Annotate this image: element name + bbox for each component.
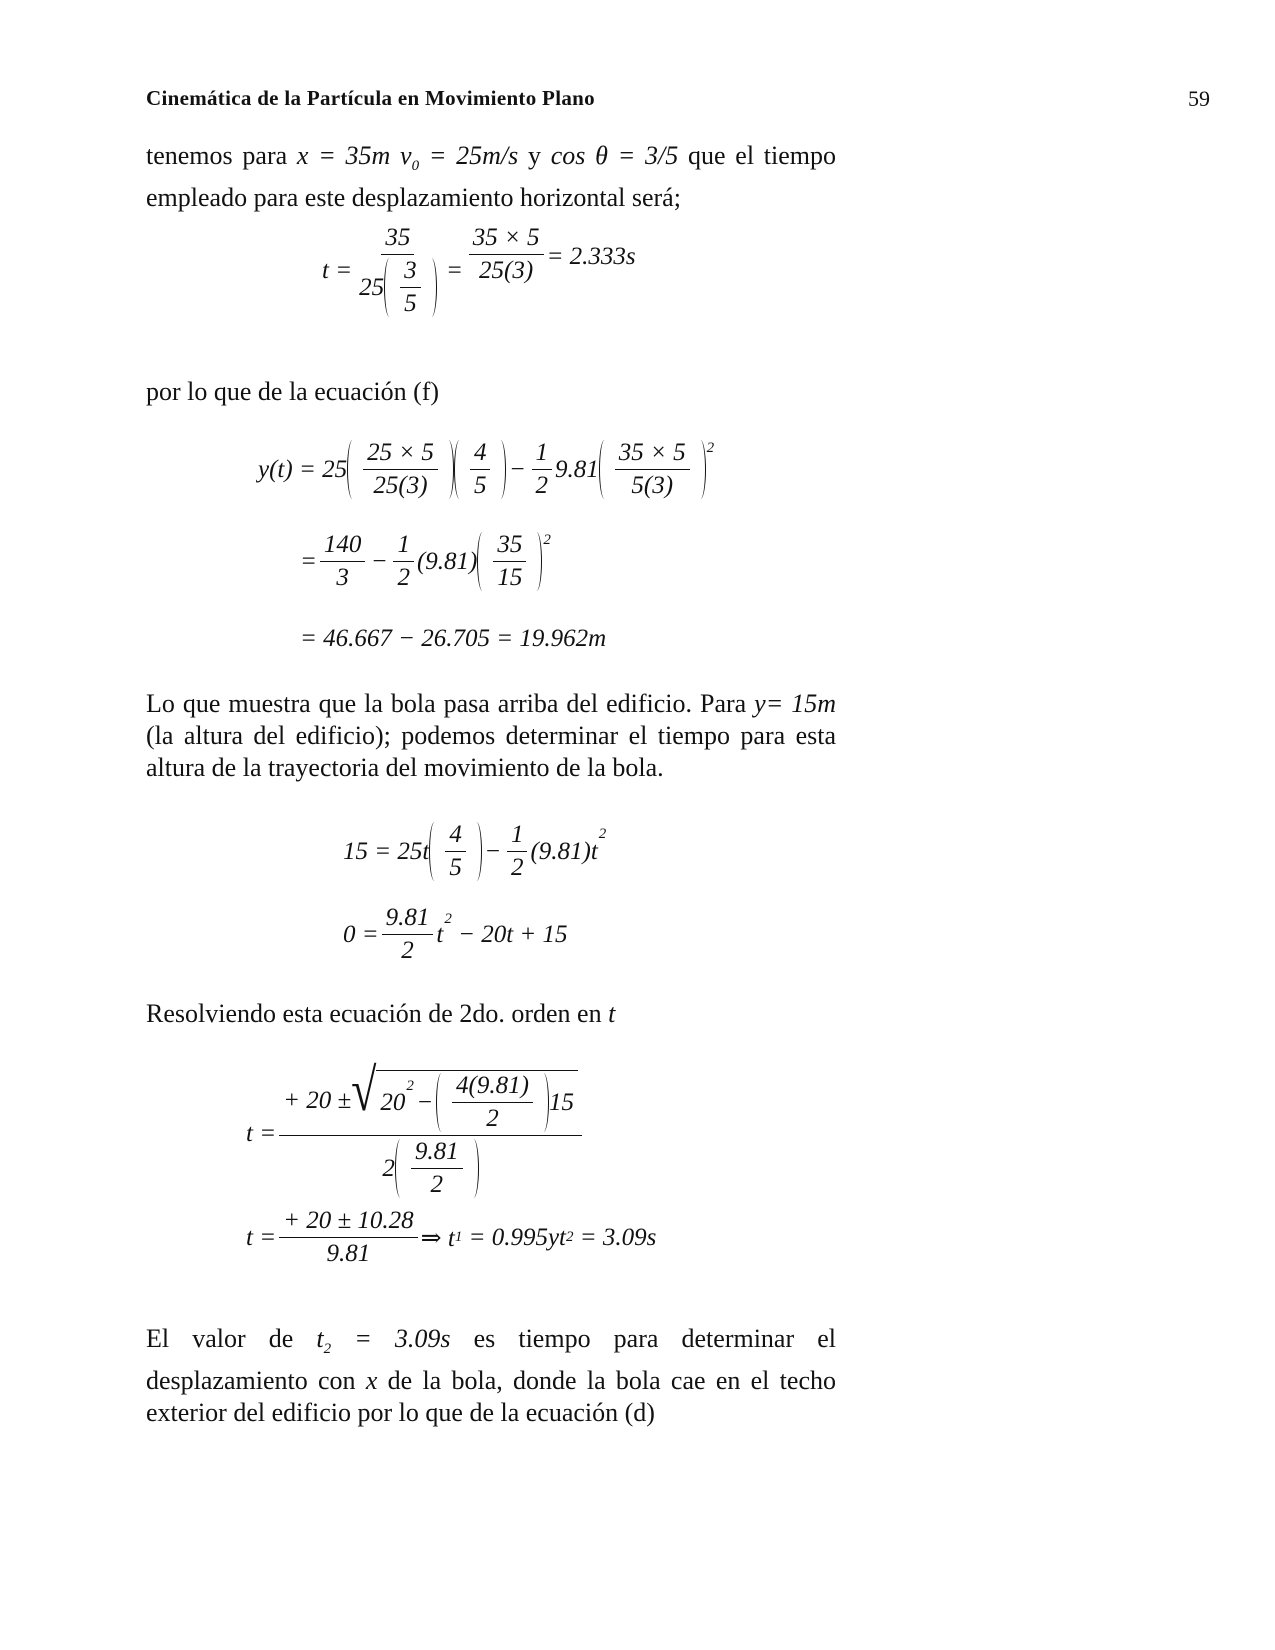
equation-y-simplified: = $\frac{140}{3}$ − $\frac{1}{2}$ (9.81) $\frac{35}{15}$ $^2$ bbox=[300, 531, 551, 591]
equation-roots: t = $\frac{+ 20 \pm 10.28}{9.81}$ ⇒ t 1 = 0.995yt 2 = 3.09s bbox=[246, 1207, 657, 1267]
page-number: 59 bbox=[1188, 86, 1210, 111]
paragraph-4: Resolviendo esta ecuación de 2do. orden en t bbox=[146, 999, 616, 1028]
equation-time: t = 35 25 $\frac{3}{5}$ = $\frac{35 \times 5}{25(3)}$ = 2.333s bbox=[322, 224, 636, 317]
header-title: Cinemática de la Partícula en Movimiento Plano bbox=[146, 86, 595, 110]
page-header bbox=[146, 86, 1210, 116]
fraction: $\frac{35 \times 5}{25(3)}$ bbox=[469, 225, 544, 284]
paragraph-3: Lo que muestra que la bola pasa arriba del edificio. Para y= 15m (la altura del edificio); podemos determinar el tiempo para esta altura de la trayectoria del movimiento de la bola. bbox=[146, 689, 836, 782]
fraction: 35 25 $\frac{3}{5}$ bbox=[355, 225, 441, 317]
equation-y-result: = 46.667 − 26.705 = 19.962m bbox=[300, 625, 607, 652]
equation-y-of-t: y(t) = 25 $\frac{25 \times 5}{25(3)}$ $\frac{4}{5}$ − $\frac{1}{2}$ 9.81 $\frac{35 \times 5}{5(3)}$ $^2$ bbox=[258, 439, 715, 499]
paragraph-2: por lo que de la ecuación (f) bbox=[146, 377, 440, 406]
equation-height-15: 15 = 25t $\frac{4}{5}$ − $\frac{1}{2}$ (9.81)t $^2$ bbox=[343, 821, 607, 881]
equation-quadratic-formula: t = + 20 ± √ 20 $^2$ − $\frac{4(9.81)}{2}$ 15 2 $\frac{9.81}{2}$ bbox=[246, 1070, 585, 1198]
paragraph-5: El valor de $t_2 = 3.09s$ es tiempo para determinar el desplazamiento con x de la bola, donde la bola cae en el techo exterior del edificio por lo que de la ecuación (d) bbox=[146, 1324, 836, 1428]
paragraph-1: tenemos para x = 35m $v_0 = 25m/s$ y cos θ = 3/5 que el tiempo empleado para este desplazamiento horizontal será; bbox=[146, 141, 837, 213]
equation-quadratic: 0 = $\frac{9.81}{2}$ t $^2$ − 20t + 15 bbox=[343, 904, 568, 964]
